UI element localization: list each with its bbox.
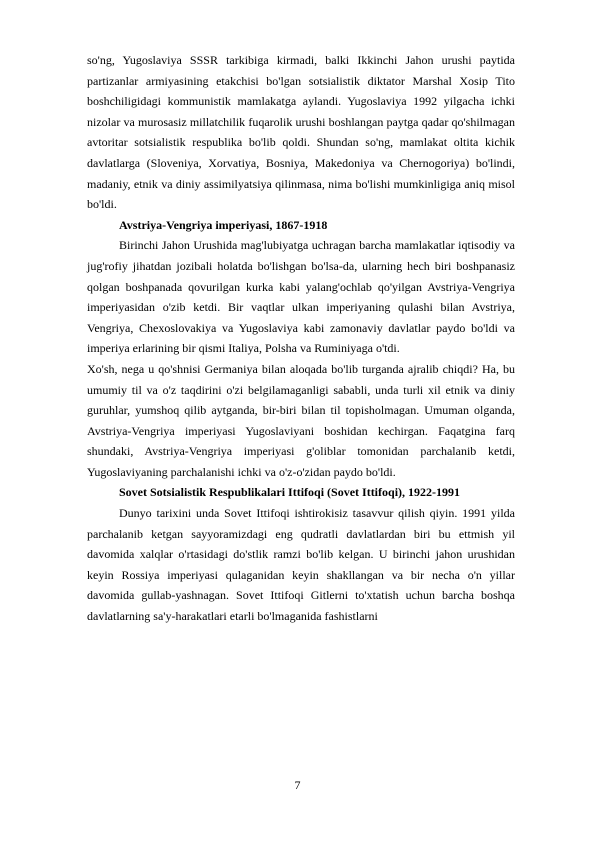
section-heading-austria-hungary: Avstriya-Vengriya imperiyasi, 1867-1918	[119, 217, 328, 232]
paragraph-yugoslavia-end: so'ng, Yugoslaviya SSSR tarkibiga kirmadi, balki Ikkinchi Jahon urushi paytida partizanlar armiyasining etakchisi bo'lgan sotsialistik diktator Marshal Xosip Tito boshchiligidagi kommunistik mamlakatga aylandi. Yugoslaviya 1992 yilgacha ichki nizolar va murosasiz millatchilik fuqarolik urushi boshlangan paytga qadar qo'shilmagan avtoritar sotsialistik respublika bo'lib qoldi. Shundan so'ng, mamlakat oltita kichik davlatlarga (Sloveniya, Xorvatiya, Bosniya, Makedoniya va Chernogoriya) bo'lindi, madaniy, etnik va diniy assimilyatsiya qilinmasa, nima bo'lishi mumkinligiga aniq misol bo'ldi.	[87, 53, 515, 212]
section-heading-soviet-union: Sovet Sotsialistik Respublikalari Ittifoqi (Sovet Ittifoqi), 1922-1991	[119, 485, 461, 500]
paragraph-austria-hungary-2: Xo'sh, nega u qo'shnisi Germaniya bilan aloqada bo'lib turganda ajralib chiqdi? Ha, bu umumiy til va o'z taqdirini o'zi belgilamaganligi sababli, unda turli xil etnik va diniy guruhlar, yumshoq qilib aytganda, bir-biri bilan til topisholmagan. Umuman olganda, Avstriya-Vengriya imperiyasi Yugoslaviyani boshidan kechirgan. Faqatgina farq shundaki, Avstriya-Vengriya imperiyasi g'oliblar tomonidan parchalanib ketdi, Yugoslaviyaning parchalanishi ichki va o'z-o'zidan paydo bo'ldi.	[87, 361, 515, 479]
paragraph-soviet-union: Dunyo tarixini unda Sovet Ittifoqi ishtirokisiz tasavvur qilish qiyin. 1991 yilda parchalanib ketgan sayyoramizdagi eng qudratli davlatlardan biri bu ettmish yil davomida xalqlar o'rtasidagi do'stlik ramzi bo'lib kelgan. U birinchi jahon urushidan keyin Rossiya imperiyasi qulaganidan keyin shakllangan va bir necha o'n yillar davomida gullab-yashnagan. Sovet Ittifoqi Gitlerni to'xtatish uchun barcha boshqa davlatlarning sa'y-harakatlari etarli bo'lmaganida fashistlarni	[87, 506, 515, 624]
paragraph-austria-hungary-1: Birinchi Jahon Urushida mag'lubiyatga uchragan barcha mamlakatlar iqtisodiy va jug'rofiy jihatdan jozibali holatda bo'lishgan bo'lsa-da, ularning hech biri boshpanasiz qolgan boshpanada qovurilgan kurka kabi yalang'ochlab qo'yilgan Avstriya-Vengriya imperiyasidan o'zib ketdi. Bir vaqtlar ulkan imperiyaning qulashi bilan Avstriya, Vengriya, Chexoslovakiya va Yugoslaviya kabi zamonaviy davlatlar paydo bo'ldi va imperiya erlarining bir qismi Italiya, Polsha va Ruminiyaga o'tdi.	[87, 238, 515, 356]
document-body	[87, 50, 515, 627]
page-number: 7	[294, 778, 301, 792]
